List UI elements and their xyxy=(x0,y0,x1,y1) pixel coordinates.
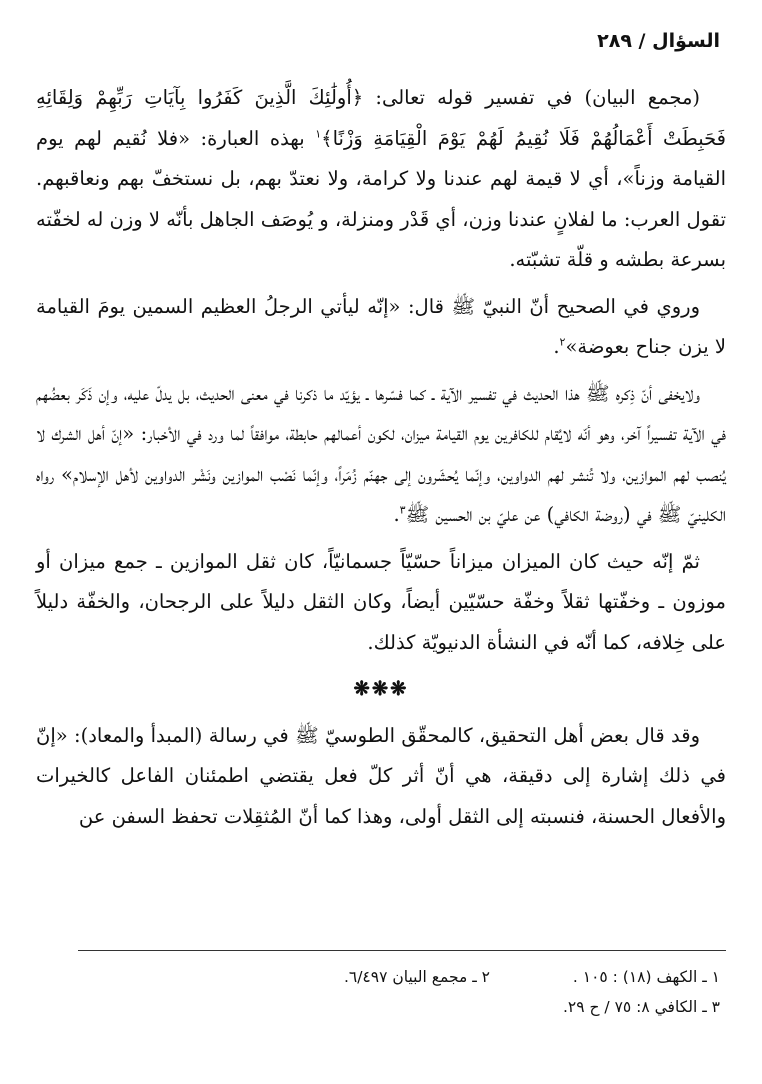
footnote-2: ٢ ـ مجمع البيان ٦/٤٩٧. xyxy=(343,968,490,986)
running-header: السؤال / ٢٨٩ xyxy=(597,30,720,52)
paragraph-2-body: وروي في الصحيح أنّ النبيّ ﷺ قال: «إنّه ليأتي الرجلُ العظيم السمين يومَ القيامة لا يزن جناح بعوضة» xyxy=(36,294,726,358)
paragraph-1 xyxy=(36,78,726,281)
footnote-ref-3: ٣ xyxy=(399,503,406,517)
paragraph-3-body: ولايخفى أنّ ذِكره ﷺ هذا الحديث في تفسير الآية ـ كما فسّرها ـ يؤيّد ما ذكرنا في معنى الحديث، بل يدلّ عليه، وإن ذَكَر بعضُهم في الآية تفسيراً آخر، وهو أنّه لايُقام للكافرين يوم القيامة ميزان، لكون أعمالهم حابطة، موافقاً لما ورد في الأخبار: «إنّ أهل الشرك لا يُنصب لهم الموازين، ولا تُنشر لهم الدواوين، وإنّما يُحشَرون إلى جهنّم زُمَراً، وإنّما نَصْب الموازين ونَشْر الدواوين لأهل الإسلام» رواه الكلينيّ ﷺ في (روضة الكافي) عن عليّ بن الحسين ﷺ xyxy=(36,381,726,526)
paragraph-1-intro: (مجمع البيان) في تفسير قوله تعالى: xyxy=(363,86,700,109)
paragraph-2-end: . xyxy=(553,335,560,358)
footnotes xyxy=(42,962,720,1022)
footnote-divider xyxy=(78,950,726,951)
main-text xyxy=(36,78,726,843)
footnote-ref-1: ١ xyxy=(315,127,322,140)
footnote-row xyxy=(42,962,720,992)
paragraph-3 xyxy=(36,374,726,536)
paragraph-2 xyxy=(36,287,726,368)
paragraph-1-body: بهذه العبارة: «فلا نُقيم لهم يوم القيامة وزناً»، أي لا قيمة لهم عندنا ولا كرامة، ولا نعتدّ بهم، بل نستخفّ بهم ونعاقبهم. تقول العرب: ما لفلانٍ عندنا وزن، أي قَدْر ومنزلة، و يُوصَف الجاهل بأنّه لا وزن له لخفّته بسرعة بطشه و قلّة تشبّته. xyxy=(36,126,726,271)
footnote-row xyxy=(42,992,720,1022)
section-separator: ❋❋❋ xyxy=(353,677,409,700)
footnote-ref-2: ٢ xyxy=(559,335,566,349)
footnote-3: ٣ ـ الكافي ٨: ٧٥ / ح ٢٩. xyxy=(562,998,720,1016)
footnote-1: ١ ـ الكهف (١٨) : ١٠٥ . xyxy=(572,968,720,986)
paragraph-5: وقد قال بعض أهل التحقيق، كالمحقّق الطوسيّ ﷺ في رسالة (المبدأ والمعاد): «إنّ في ذلك إشارة إلى دقيقة، هي أنّ أثر كلّ فعل يقتضي اطمئنان الفاعل كالخيرات والأفعال الحسنة، فنسبته إلى الثقل أولى، وهذا كما أنّ المُثقِلات تحفظ السفن عن xyxy=(36,723,726,828)
quran-verse: ﴿أُولَٰئِكَ الَّذِينَ كَفَرُوا بِآيَاتِ رَبِّهِمْ وَلِقَائِهِ فَحَبِطَتْ أَعْمَالُهُمْ فَلَا نُقِيمُ لَهُمْ يَوْمَ الْقِيَامَةِ وَزْنًا﴾ xyxy=(36,86,726,150)
paragraph-3-end: . xyxy=(393,503,400,526)
paragraph-4: ثمّ إنّه حيث كان الميزان ميزاناً حسّيّاً جسمانيّاً، كان ثقل الموازين ـ جمع ميزان أو موزون ـ وخفّتها ثقلاً وخفّة حسّيّين أيضاً، وكان الثقل دليلاً على الرجحان، والخفّة دليلاً على خِلافه، كما أنّه في النشأة الدنيويّة كذلك. xyxy=(36,549,726,654)
